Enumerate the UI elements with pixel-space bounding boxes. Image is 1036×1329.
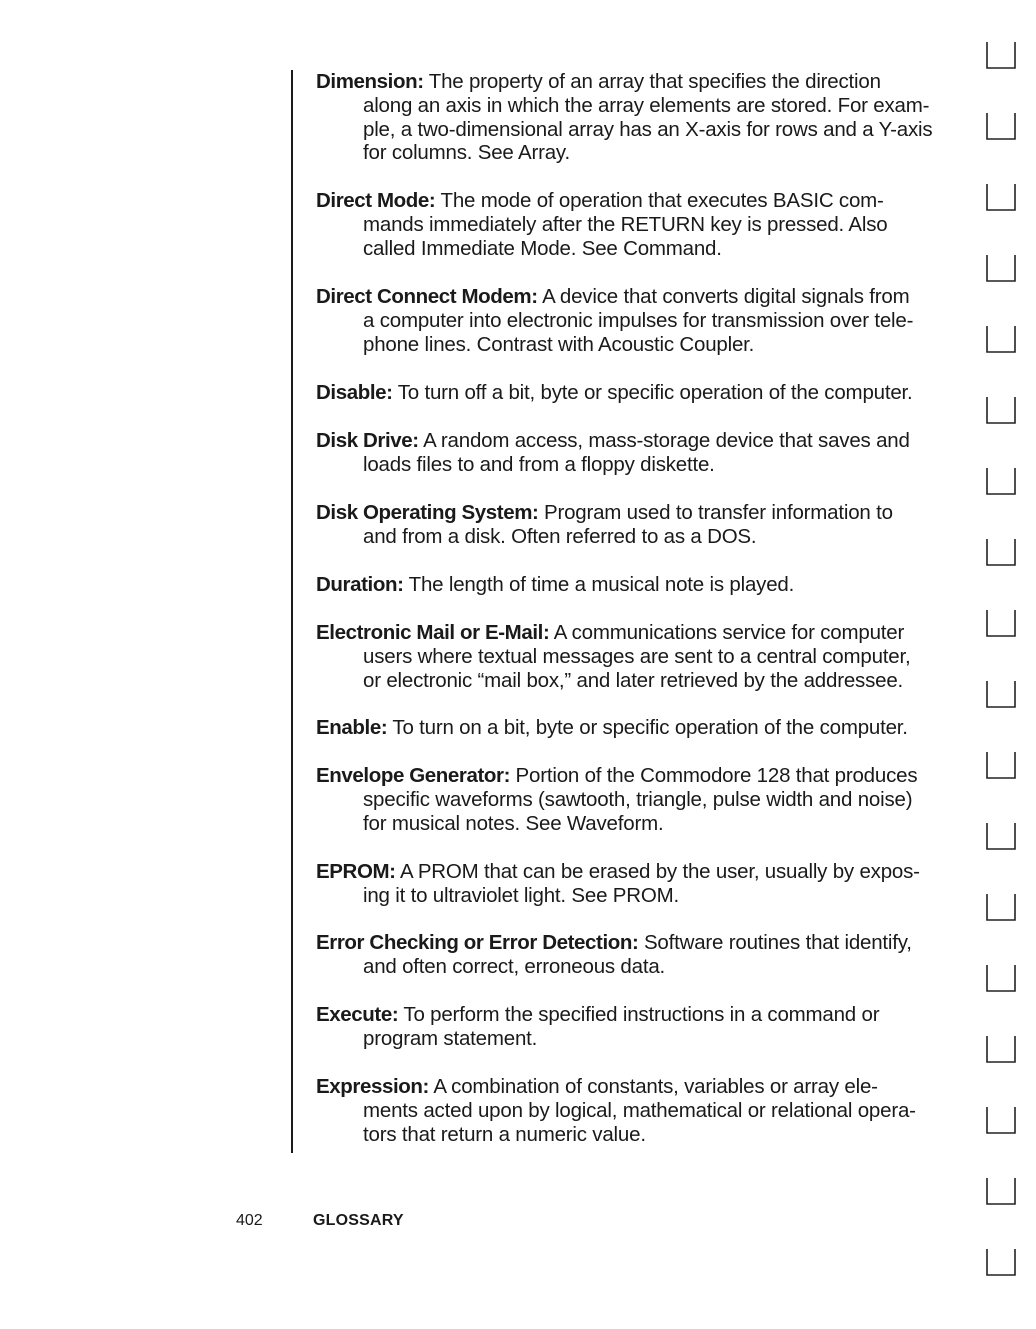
- glossary-entry-dimension: [316, 70, 956, 165]
- entry-term: Execute:: [316, 1003, 399, 1026]
- entry-text: loads files to and from a floppy diskette.: [363, 452, 715, 476]
- entry-term: Enable:: [316, 716, 388, 739]
- entry-text: Program used to transfer information to: [543, 501, 893, 524]
- entry-term: Expression:: [316, 1075, 429, 1098]
- glossary-entry-enable: [316, 716, 956, 740]
- binding-tab-mark: [984, 464, 1018, 498]
- entry-text: The length of time a musical note is played.: [408, 573, 795, 596]
- binding-tab-mark: [984, 748, 1018, 782]
- entry-term: Disable:: [316, 381, 393, 404]
- binding-tab-mark: [984, 1245, 1018, 1279]
- entry-term: Envelope Generator:: [316, 764, 511, 787]
- entry-text: phone lines. Contrast with Acoustic Coupler.: [363, 332, 755, 356]
- entry-text: ing it to ultraviolet light. See PROM.: [363, 883, 679, 907]
- entry-text: A PROM that can be erased by the user, usually by expos-: [399, 860, 920, 883]
- entry-term: EPROM:: [316, 860, 396, 883]
- margin-rule: [291, 70, 293, 1153]
- binding-tab-mark: [984, 1174, 1018, 1208]
- entry-text: tors that return a numeric value.: [363, 1122, 646, 1146]
- entry-text: along an axis in which the array elements are stored. For exam-: [363, 93, 930, 117]
- entry-text: Software routines that identify,: [643, 931, 912, 954]
- binding-tab-mark: [984, 606, 1018, 640]
- entry-term: Direct Mode:: [316, 189, 436, 212]
- entry-term: Disk Operating System:: [316, 501, 539, 524]
- binding-tab-mark: [984, 819, 1018, 853]
- entry-text: or electronic “mail box,” and later retrieved by the addressee.: [363, 668, 904, 692]
- binding-tab-mark: [984, 322, 1018, 356]
- glossary-entry-error-checking: [316, 931, 956, 979]
- entry-text: mands immediately after the RETURN key is pressed. Also: [363, 212, 888, 236]
- glossary-entry-direct-mode: [316, 189, 956, 260]
- binding-tab-mark: [984, 393, 1018, 427]
- entry-text: The property of an array that specifies the direction: [428, 70, 881, 93]
- entry-text: A random access, mass-storage device that saves and: [423, 429, 910, 452]
- entry-text: users where textual messages are sent to a central computer,: [363, 644, 911, 668]
- glossary-entry-envelope-generator: [316, 764, 956, 835]
- entry-text: specific waveforms (sawtooth, triangle, pulse width and noise): [363, 787, 913, 811]
- entry-text: for musical notes. See Waveform.: [363, 811, 664, 835]
- entry-text: The mode of operation that executes BASIC com-: [440, 189, 884, 212]
- entry-term: Dimension:: [316, 70, 424, 93]
- entry-text: called Immediate Mode. See Command.: [363, 236, 722, 260]
- running-head: GLOSSARY: [313, 1212, 404, 1229]
- binding-tab-mark: [984, 1103, 1018, 1137]
- entry-text: A combination of constants, variables or array ele-: [433, 1075, 878, 1098]
- entry-term: Error Checking or Error Detection:: [316, 931, 639, 954]
- entry-term: Duration:: [316, 573, 404, 596]
- glossary-entry-electronic-mail: [316, 621, 956, 692]
- binding-tab-mark: [984, 251, 1018, 285]
- entry-text: To perform the specified instructions in a command or: [403, 1003, 880, 1026]
- binding-tab-marks: [984, 30, 1024, 1300]
- glossary-entry-eprom: [316, 860, 956, 908]
- page-number: 402: [236, 1212, 263, 1229]
- entry-term: Disk Drive:: [316, 429, 419, 452]
- entry-text: Portion of the Commodore 128 that produces: [515, 764, 918, 787]
- binding-tab-mark: [984, 890, 1018, 924]
- entry-text: ple, a two-dimensional array has an X-axis for rows and a Y-axis: [363, 117, 933, 141]
- entry-text: and often correct, erroneous data.: [363, 954, 666, 978]
- binding-tab-mark: [984, 180, 1018, 214]
- entry-text: A communications service for computer: [553, 621, 905, 644]
- glossary-entry-disk-operating-system: [316, 501, 956, 549]
- glossary-entry-disk-drive: [316, 429, 956, 477]
- entry-text: A device that converts digital signals from: [542, 285, 910, 308]
- entry-text: To turn off a bit, byte or specific operation of the computer.: [397, 381, 913, 404]
- glossary-entry-expression: [316, 1075, 956, 1146]
- entry-term: Electronic Mail or E-Mail:: [316, 621, 550, 644]
- binding-tab-mark: [984, 38, 1018, 72]
- binding-tab-mark: [984, 535, 1018, 569]
- entry-term: Direct Connect Modem:: [316, 285, 538, 308]
- entry-text: for columns. See Array.: [363, 141, 570, 165]
- glossary-entry-disable: [316, 381, 956, 405]
- glossary-entry-duration: [316, 573, 956, 597]
- entry-text: To turn on a bit, byte or specific operation of the computer.: [392, 716, 908, 739]
- binding-tab-mark: [984, 109, 1018, 143]
- entry-text: ments acted upon by logical, mathematical or relational opera-: [363, 1098, 916, 1122]
- binding-tab-mark: [984, 677, 1018, 711]
- binding-tab-mark: [984, 1032, 1018, 1066]
- glossary-entry-execute: [316, 1003, 956, 1051]
- entry-text: program statement.: [363, 1026, 538, 1050]
- glossary-entry-direct-connect-modem: [316, 285, 956, 356]
- binding-tab-mark: [984, 961, 1018, 995]
- entry-text: a computer into electronic impulses for transmission over tele-: [363, 308, 914, 332]
- entry-text: and from a disk. Often referred to as a DOS.: [363, 524, 757, 548]
